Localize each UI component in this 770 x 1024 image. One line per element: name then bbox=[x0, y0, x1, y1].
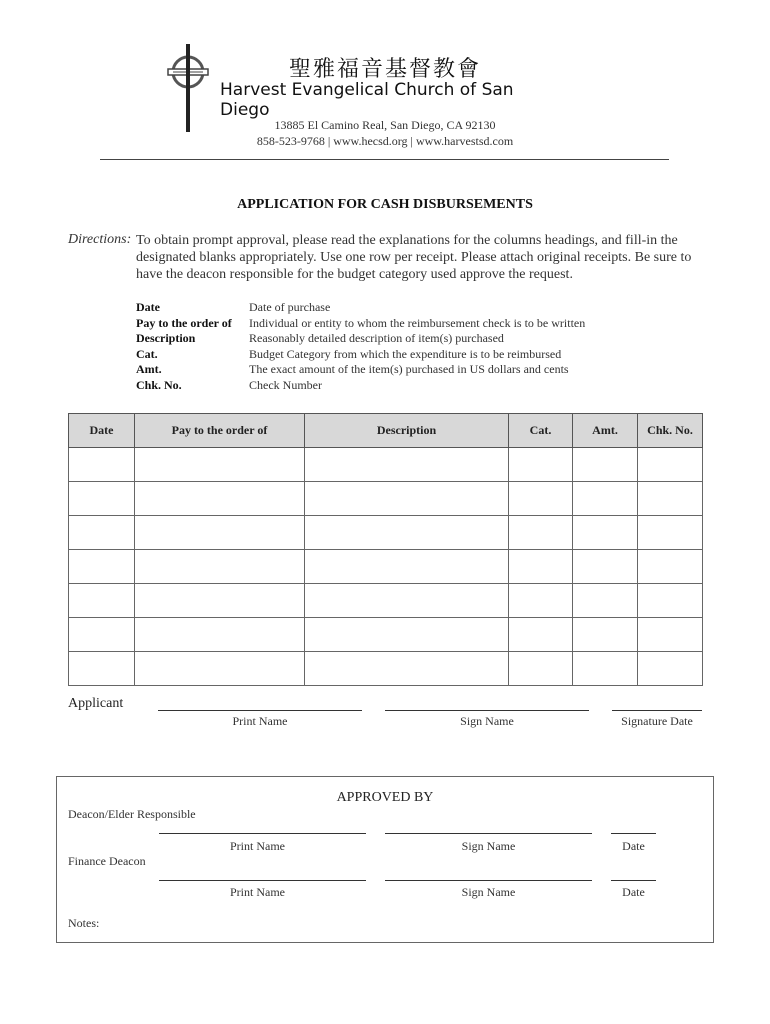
deacon-elder-label: Deacon/Elder Responsible bbox=[68, 807, 196, 821]
definition-text: Individual or entity to whom the reimbursement check is to be written bbox=[249, 315, 586, 330]
deacon-print-name-label: Print Name bbox=[230, 839, 285, 853]
definition-term: Pay to the order of bbox=[136, 315, 232, 330]
payee-cell[interactable] bbox=[135, 584, 305, 618]
applicant-signature-date-line[interactable] bbox=[612, 710, 702, 711]
amount-cell[interactable] bbox=[573, 448, 638, 482]
table-row bbox=[69, 584, 703, 618]
finance-print-name-line[interactable] bbox=[159, 880, 366, 881]
disbursement-table bbox=[68, 413, 703, 686]
check-number-cell[interactable] bbox=[638, 448, 703, 482]
definition-text: Reasonably detailed description of item(s) purchased bbox=[249, 331, 504, 345]
finance-date-label: Date bbox=[622, 885, 645, 899]
definition-text: Check Number bbox=[249, 377, 322, 392]
applicant-print-name-line[interactable] bbox=[158, 710, 362, 711]
payee-cell[interactable] bbox=[135, 652, 305, 686]
amount-cell[interactable] bbox=[573, 550, 638, 584]
check-number-cell[interactable] bbox=[638, 482, 703, 516]
date-cell[interactable] bbox=[69, 652, 135, 686]
applicant-signature-date-label: Signature Date bbox=[621, 714, 693, 728]
definition-text: Date of purchase bbox=[249, 300, 331, 314]
amount-cell[interactable] bbox=[573, 584, 638, 618]
definition-term: Date bbox=[136, 300, 160, 314]
table-row bbox=[69, 448, 703, 482]
check-number-cell[interactable] bbox=[638, 516, 703, 550]
category-cell[interactable] bbox=[509, 618, 573, 652]
date-cell[interactable] bbox=[69, 618, 135, 652]
amount-cell[interactable] bbox=[573, 652, 638, 686]
applicant-sign-name-line[interactable] bbox=[385, 710, 589, 711]
date-cell[interactable] bbox=[69, 584, 135, 618]
finance-date-line[interactable] bbox=[611, 880, 656, 881]
description-cell[interactable] bbox=[305, 482, 509, 516]
category-cell[interactable] bbox=[509, 516, 573, 550]
directions-text: To obtain prompt approval, please read the explanations for the columns headings, and fill-in the designated blanks appropriately. Use one row per receipt. Please attach original receipts. Be sure to have the deacon responsible for the budget category used approve the request. bbox=[136, 233, 692, 282]
notes-label: Notes: bbox=[68, 916, 100, 930]
definition-term: Cat. bbox=[136, 346, 158, 361]
description-cell[interactable] bbox=[305, 652, 509, 686]
church-contact: 858-523-9768 | www.hecsd.org | www.harvestsd.com bbox=[256, 134, 514, 148]
column-header-payee: Pay to the order of bbox=[135, 414, 305, 448]
category-cell[interactable] bbox=[509, 550, 573, 584]
category-cell[interactable] bbox=[509, 482, 573, 516]
deacon-sign-name-label: Sign Name bbox=[461, 839, 516, 853]
column-header-category: Cat. bbox=[509, 414, 573, 448]
category-cell[interactable] bbox=[509, 584, 573, 618]
column-definitions bbox=[136, 300, 585, 393]
payee-cell[interactable] bbox=[135, 448, 305, 482]
finance-sign-name-line[interactable] bbox=[385, 880, 592, 881]
applicant-sign-name-label: Sign Name bbox=[460, 714, 514, 728]
description-cell[interactable] bbox=[305, 618, 509, 652]
description-cell[interactable] bbox=[305, 550, 509, 584]
definition-term: Chk. No. bbox=[136, 377, 182, 392]
finance-deacon-label: Finance Deacon bbox=[68, 854, 146, 868]
payee-cell[interactable] bbox=[135, 482, 305, 516]
definition-row bbox=[136, 300, 585, 316]
column-header-amount: Amt. bbox=[573, 414, 638, 448]
table-row bbox=[69, 652, 703, 686]
date-cell[interactable] bbox=[69, 448, 135, 482]
definition-row bbox=[136, 316, 585, 332]
form-title: APPLICATION FOR CASH DISBURSEMENTS bbox=[237, 197, 533, 212]
table-row bbox=[69, 516, 703, 550]
date-cell[interactable] bbox=[69, 516, 135, 550]
check-number-cell[interactable] bbox=[638, 584, 703, 618]
payee-cell[interactable] bbox=[135, 618, 305, 652]
column-header-description: Description bbox=[305, 414, 509, 448]
chinese-church-name: 聖雅福音基督教會 bbox=[288, 57, 481, 82]
header-divider bbox=[100, 159, 669, 160]
church-address: 13885 El Camino Real, San Diego, CA 92130 bbox=[274, 118, 496, 132]
deacon-date-line[interactable] bbox=[611, 833, 656, 834]
payee-cell[interactable] bbox=[135, 516, 305, 550]
definition-text: Budget Category from which the expenditure is to be reimbursed bbox=[249, 346, 562, 361]
definition-term: Amt. bbox=[136, 362, 162, 376]
date-cell[interactable] bbox=[69, 482, 135, 516]
description-cell[interactable] bbox=[305, 516, 509, 550]
table-row bbox=[69, 482, 703, 516]
finance-sign-name-label: Sign Name bbox=[461, 885, 516, 899]
definition-text: The exact amount of the item(s) purchased in US dollars and cents bbox=[249, 362, 569, 376]
table-row bbox=[69, 618, 703, 652]
amount-cell[interactable] bbox=[573, 516, 638, 550]
check-number-cell[interactable] bbox=[638, 652, 703, 686]
definition-row bbox=[136, 362, 585, 378]
church-name: Harvest Evangelical Church of San Diego bbox=[220, 80, 514, 120]
definition-row bbox=[136, 331, 585, 347]
date-cell[interactable] bbox=[69, 550, 135, 584]
column-header-date: Date bbox=[69, 414, 135, 448]
applicant-print-name-label: Print Name bbox=[232, 714, 288, 728]
table-row bbox=[69, 550, 703, 584]
table-header-row bbox=[69, 414, 703, 448]
payee-cell[interactable] bbox=[135, 550, 305, 584]
definition-term: Description bbox=[136, 331, 196, 345]
description-cell[interactable] bbox=[305, 448, 509, 482]
category-cell[interactable] bbox=[509, 652, 573, 686]
directions-label: Directions: bbox=[68, 232, 132, 247]
definition-row bbox=[136, 378, 585, 394]
deacon-print-name-line[interactable] bbox=[159, 833, 366, 834]
category-cell[interactable] bbox=[509, 448, 573, 482]
applicant-label: Applicant bbox=[68, 696, 124, 711]
amount-cell[interactable] bbox=[573, 618, 638, 652]
deacon-sign-name-line[interactable] bbox=[385, 833, 592, 834]
column-header-check-number: Chk. No. bbox=[638, 414, 703, 448]
approved-by-title: APPROVED BY bbox=[336, 790, 434, 805]
deacon-date-label: Date bbox=[622, 839, 645, 853]
check-number-cell[interactable] bbox=[638, 550, 703, 584]
amount-cell[interactable] bbox=[573, 482, 638, 516]
finance-print-name-label: Print Name bbox=[230, 885, 285, 899]
check-number-cell[interactable] bbox=[638, 618, 703, 652]
description-cell[interactable] bbox=[305, 584, 509, 618]
definition-row bbox=[136, 347, 585, 363]
